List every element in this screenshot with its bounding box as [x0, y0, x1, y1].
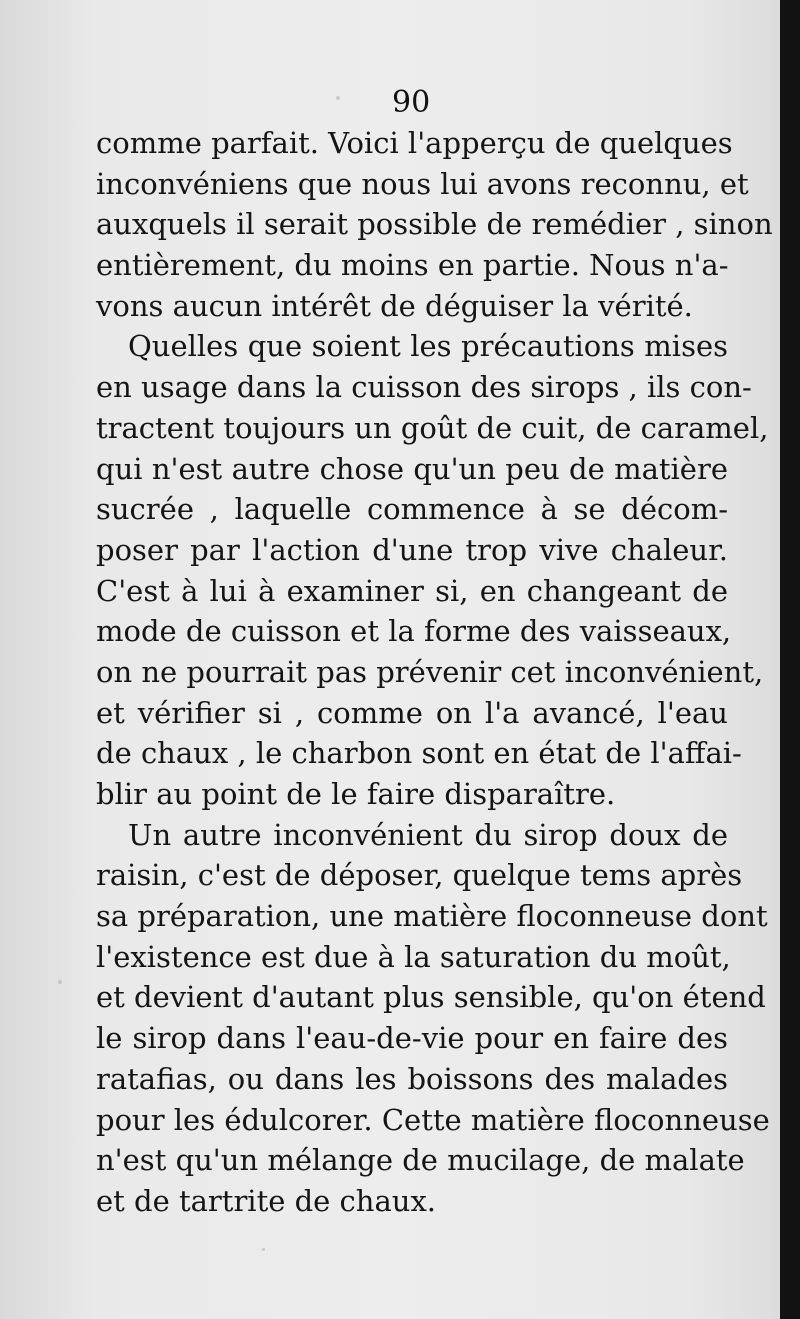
body-text	[96, 123, 773, 1222]
paper-speck	[58, 980, 62, 984]
text-line: Quelles que soient les précautions mises	[128, 329, 728, 364]
text-line: on ne pourrait pas prévenir cet inconvénient,	[96, 654, 764, 689]
text-line: qui n'est autre chose qu'un peu de matière	[96, 451, 728, 486]
text-line: vons aucun intérêt de déguiser la vérité.	[96, 288, 693, 323]
text-line: poser par l'action d'une trop vive chaleur.	[96, 532, 728, 567]
text-line: auxquels il serait possible de remédier , sinon	[96, 207, 773, 242]
paragraph-2	[96, 326, 769, 814]
paper-speck	[336, 96, 340, 100]
text-line: et vérifier si , comme on l'a avancé, l'eau	[96, 695, 728, 730]
text-line: sa préparation, une matière floconneuse dont	[96, 899, 768, 934]
paragraph-1	[96, 123, 773, 326]
text-line: inconvéniens que nous lui avons reconnu, et	[96, 166, 749, 201]
text-line: et de tartrite de chaux.	[96, 1183, 437, 1218]
text-line: mode de cuisson et la forme des vaisseaux,	[96, 614, 732, 649]
text-line: le sirop dans l'eau-de-vie pour en faire des	[96, 1021, 728, 1056]
text-line: comme parfait. Voici l'apperçu de quelques	[96, 126, 733, 160]
text-line: de chaux , le charbon sont en état de l'affai-	[96, 736, 742, 771]
text-line: C'est à lui à examiner si, en changeant de	[96, 573, 728, 608]
text-line: tractent toujours un goût de cuit, de caramel,	[96, 410, 769, 445]
text-line: en usage dans la cuisson des sirops , ils con-	[96, 370, 752, 405]
text-line: et devient d'autant plus sensible, qu'on étend	[96, 980, 766, 1015]
paper-speck	[262, 1248, 265, 1251]
text-line: sucrée , laquelle commence à se décom-	[96, 492, 728, 527]
text-line: ratafias, ou dans les boissons des malades	[96, 1061, 728, 1096]
text-line: entièrement, du moins en partie. Nous n'a-	[96, 248, 729, 283]
text-line: l'existence est due à la saturation du moût,	[96, 939, 731, 974]
text-line: pour les édulcorer. Cette matière floconneuse	[96, 1102, 770, 1137]
book-spine-shadow	[780, 0, 800, 1319]
text-line: n'est qu'un mélange de mucilage, de malate	[96, 1143, 745, 1178]
text-line: blir au point de le faire disparaître.	[96, 777, 616, 811]
paragraph-3	[96, 815, 770, 1222]
page-number: 90	[392, 85, 431, 120]
text-line: Un autre inconvénient du sirop doux de	[128, 817, 728, 852]
text-line: raisin, c'est de déposer, quelque tems après	[96, 858, 743, 893]
